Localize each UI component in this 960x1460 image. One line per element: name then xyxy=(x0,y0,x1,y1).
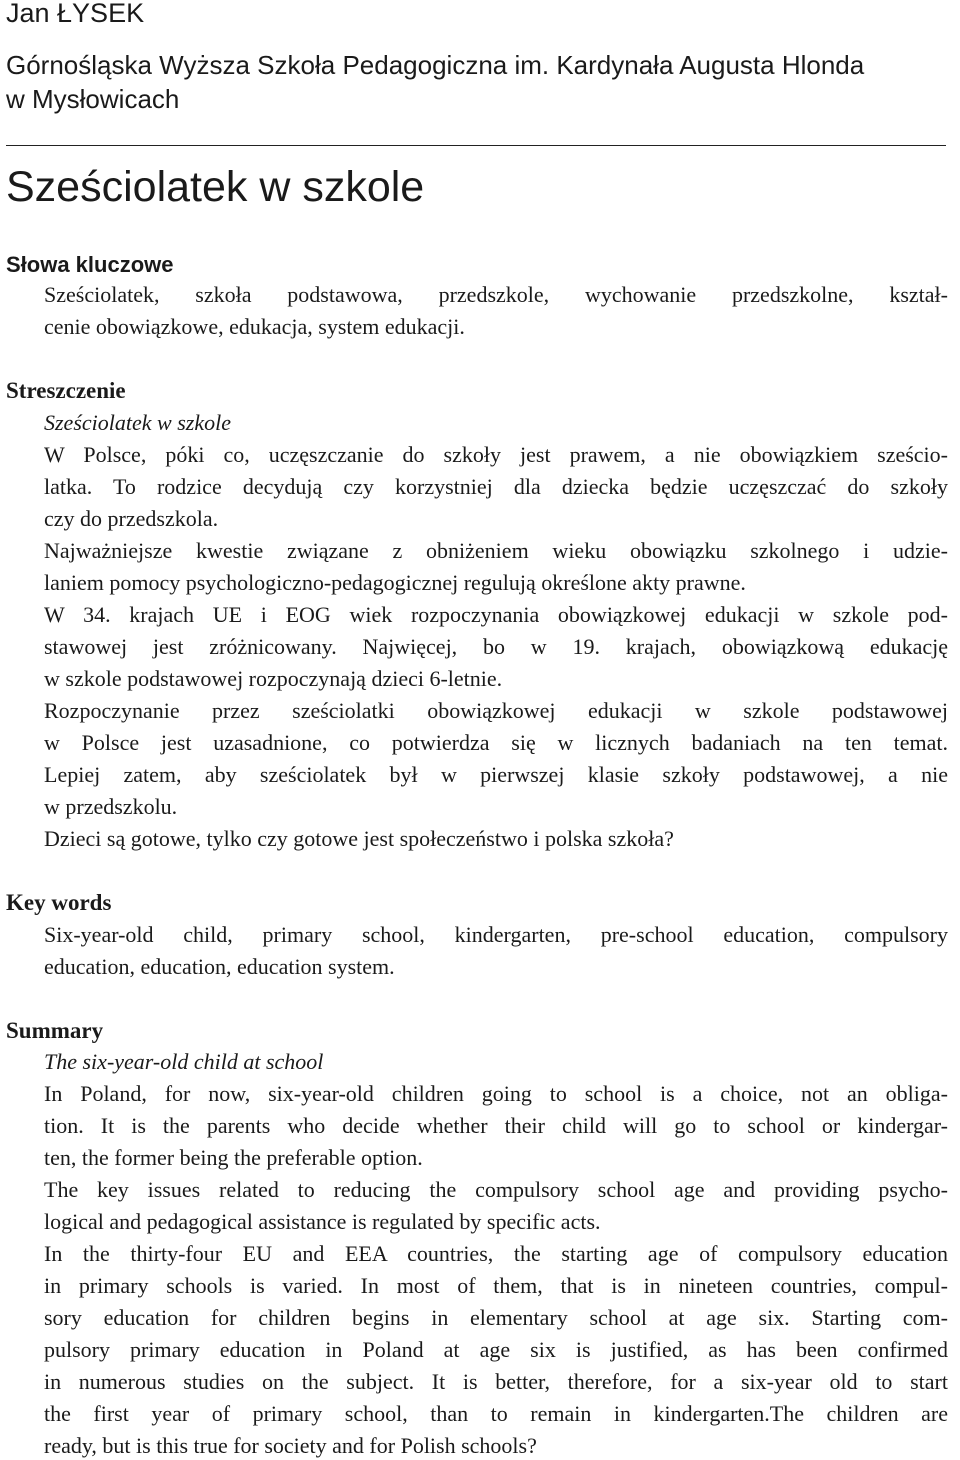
summary-en-line: ten, the former being the preferable option. xyxy=(44,1145,423,1170)
abstract-pl-line: W 34. krajach UE i EOG wiek rozpoczynania obowiązkowej edukacji w szkole pod- xyxy=(44,602,948,627)
summary-en-line: the first year of primary school, than to remain in kindergarten.The children are xyxy=(44,1401,948,1426)
abstract-pl-line: w szkole podstawowej rozpoczynają dzieci 6-letnie. xyxy=(44,666,503,691)
abstract-pl-line: w Polsce jest uzasadnione, co potwierdza się w licznych badaniach na ten temat. xyxy=(44,730,948,755)
abstract-pl-line: stawowej jest zróżnicowany. Najwięcej, bo w 19. krajach, obowiązkową edukację xyxy=(44,634,948,659)
abstract-pl-subtitle: Sześciolatek w szkole xyxy=(44,410,231,435)
affiliation-line-1: Górnośląska Wyższa Szkoła Pedagogiczna im. Kardynała Augusta Hlonda xyxy=(6,50,865,80)
abstract-pl-line: W Polsce, póki co, uczęszczanie do szkoły jest prawem, a nie obowiązkiem sześcio- xyxy=(44,442,948,467)
summary-en-line: ready, but is this true for society and for Polish schools? xyxy=(44,1433,537,1458)
keywords-en-line: Six-year-old child, primary school, kindergarten, pre-school education, compulsory xyxy=(44,922,948,947)
abstract-pl-line: latka. To rodzice decydują czy korzystniej dla dziecka będzie uczęszczać do szkoły xyxy=(44,474,948,499)
abstract-pl-line: Dzieci są gotowe, tylko czy gotowe jest społeczeństwo i polska szkoła? xyxy=(44,826,674,851)
author-name: Jan ŁYSEK xyxy=(6,0,145,28)
summary-en-line: logical and pedagogical assistance is regulated by specific acts. xyxy=(44,1209,601,1234)
header-divider xyxy=(6,145,946,146)
summary-en-line: In the thirty-four EU and EEA countries, the starting age of compulsory education xyxy=(44,1241,948,1266)
summary-en-heading: Summary xyxy=(6,1018,104,1043)
summary-en-line: tion. It is the parents who decide whether their child will go to school or kindergar- xyxy=(44,1113,948,1138)
summary-en-line: In Poland, for now, six-year-old children going to school is a choice, not an obliga- xyxy=(44,1081,948,1106)
summary-en-line: pulsory primary education in Poland at age six is justified, as has been confirmed xyxy=(44,1337,948,1362)
abstract-pl-heading: Streszczenie xyxy=(6,378,126,403)
abstract-pl-line: czy do przedszkola. xyxy=(44,506,219,531)
keywords-en-line: education, education, education system. xyxy=(44,954,395,979)
summary-en-line: sory education for children begins in elementary school at age six. Starting com- xyxy=(44,1305,948,1330)
keywords-en-heading: Key words xyxy=(6,890,112,915)
keywords-pl-line: cenie obowiązkowe, edukacja, system edukacji. xyxy=(44,314,465,339)
summary-en-line: in primary schools is varied. In most of them, that is in nineteen countries, compul- xyxy=(44,1273,948,1298)
keywords-pl-line: Sześciolatek, szkoła podstawowa, przedszkole, wychowanie przedszkolne, kształ- xyxy=(44,282,948,307)
abstract-pl-line: Lepiej zatem, aby sześciolatek był w pierwszej klasie szkoły podstawowej, a nie xyxy=(44,762,948,787)
summary-en-line: The key issues related to reducing the compulsory school age and providing psycho- xyxy=(44,1177,948,1202)
abstract-pl-line: w przedszkolu. xyxy=(44,794,178,819)
affiliation-line-2: w Mysłowicach xyxy=(6,84,180,114)
abstract-pl-line: Najważniejsze kwestie związane z obniżeniem wieku obowiązku szkolnego i udzie- xyxy=(44,538,948,563)
abstract-pl-line: Rozpoczynanie przez sześciolatki obowiązkowej edukacji w szkole podstawowej xyxy=(44,698,948,723)
summary-en-line: in numerous studies on the subject. It is better, therefore, for a six-year old to start xyxy=(44,1369,948,1394)
keywords-pl-heading: Słowa kluczowe xyxy=(6,252,174,277)
abstract-pl-line: laniem pomocy psychologiczno-pedagogicznej regulują określone akty prawne. xyxy=(44,570,746,595)
page-title: Sześciolatek w szkole xyxy=(6,163,425,211)
summary-en-subtitle: The six-year-old child at school xyxy=(44,1049,324,1074)
